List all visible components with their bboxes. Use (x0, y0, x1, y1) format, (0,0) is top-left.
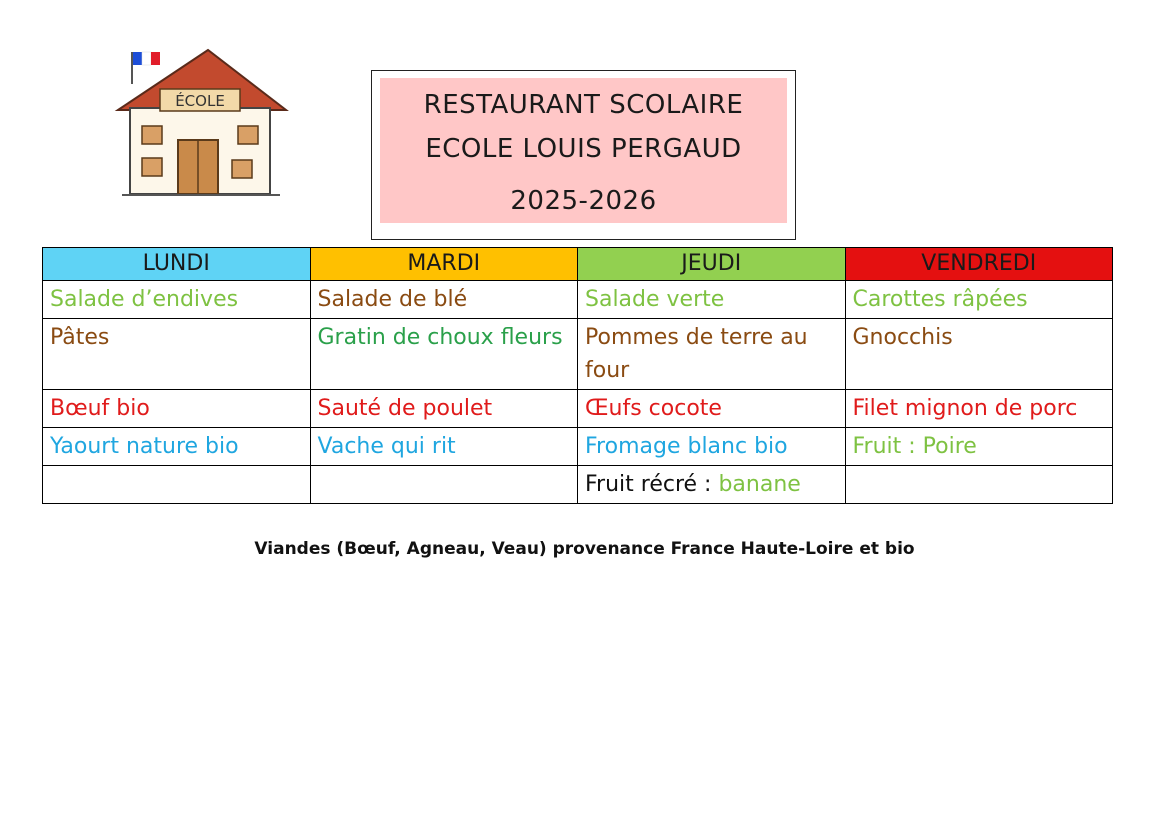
menu-cell: Salade de blé (310, 281, 578, 319)
table-row (43, 319, 1113, 390)
menu-cell-recre (578, 466, 846, 504)
menu-cell: Sauté de poulet (310, 390, 578, 428)
day-header-vendredi: VENDREDI (845, 248, 1113, 281)
menu-cell: Fromage blanc bio (578, 428, 846, 466)
day-header-row (43, 248, 1113, 281)
day-header-jeudi: JEUDI (578, 248, 846, 281)
table-row (43, 466, 1113, 504)
table-row (43, 428, 1113, 466)
menu-cell: Gratin de choux fleurs (310, 319, 578, 390)
menu-cell-empty (310, 466, 578, 504)
title-line-2: ECOLE LOUIS PERGAUD (425, 134, 742, 164)
menu-cell: Pâtes (43, 319, 311, 390)
school-sign: ÉCOLE (175, 92, 225, 110)
menu-cell-empty (845, 466, 1113, 504)
title-box (371, 70, 796, 240)
title-background (380, 78, 787, 223)
menu-cell: Bœuf bio (43, 390, 311, 428)
day-header-lundi: LUNDI (43, 248, 311, 281)
school-house-icon (112, 44, 292, 204)
table-row (43, 281, 1113, 319)
day-header-mardi: MARDI (310, 248, 578, 281)
menu-cell: Salade verte (578, 281, 846, 319)
menu-table (42, 247, 1113, 504)
menu-cell: Pommes de terre au four (578, 319, 846, 390)
menu-cell: Gnocchis (845, 319, 1113, 390)
menu-cell: Yaourt nature bio (43, 428, 311, 466)
menu-cell: Vache qui rit (310, 428, 578, 466)
menu-cell-empty (43, 466, 311, 504)
menu-cell: Carottes râpées (845, 281, 1113, 319)
menu-cell: Œufs cocote (578, 390, 846, 428)
menu-cell: Salade d’endives (43, 281, 311, 319)
origin-footnote: Viandes (Bœuf, Agneau, Veau) provenance France Haute-Loire et bio (254, 539, 915, 559)
title-line-1: RESTAURANT SCOLAIRE (423, 90, 744, 120)
recre-fruit: banane (718, 472, 801, 497)
table-row (43, 390, 1113, 428)
menu-cell: Filet mignon de porc (845, 390, 1113, 428)
menu-cell: Fruit : Poire (845, 428, 1113, 466)
title-year: 2025-2026 (510, 186, 657, 216)
recre-label: Fruit récré : (585, 472, 712, 497)
